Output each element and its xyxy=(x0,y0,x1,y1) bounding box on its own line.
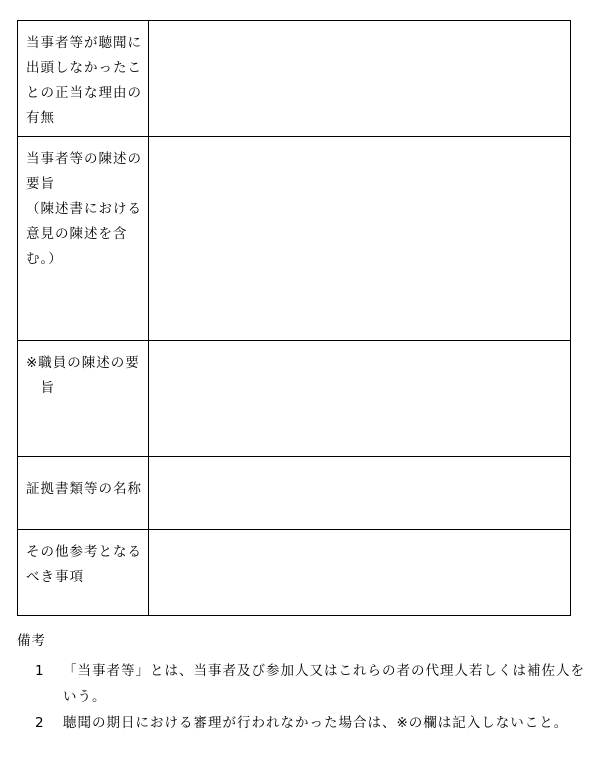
label-cell xyxy=(18,457,149,530)
value-cell-staff-statement[interactable] xyxy=(149,341,571,457)
table-row xyxy=(18,21,571,137)
value-cell-other-references[interactable] xyxy=(149,530,571,616)
row-label-other-references: その他参考となる べき事項 xyxy=(26,544,142,585)
note-text: 聴聞の期日における審理が行われなかった場合は、※の欄は記入しないこと。 xyxy=(63,715,569,731)
note-number: 1 xyxy=(35,663,45,679)
value-cell-party-statement[interactable] xyxy=(149,137,571,341)
hearing-record-table xyxy=(17,20,571,616)
row-label-party-statement: 当事者等の陳述の 要旨 （陳述書における 意見の陳述を含 む。） xyxy=(26,151,142,267)
table-row xyxy=(18,341,571,457)
label-cell xyxy=(18,530,149,616)
value-cell-justifiable-reason[interactable] xyxy=(149,21,571,137)
table-row xyxy=(18,137,571,341)
row-label-staff-statement: ※職員の陳述の要 旨 xyxy=(26,355,140,396)
table-row xyxy=(18,530,571,616)
note-item xyxy=(17,710,587,736)
label-cell xyxy=(18,21,149,137)
notes-section xyxy=(17,628,587,736)
table-row xyxy=(18,457,571,530)
notes-title: 備考 xyxy=(17,633,46,649)
label-cell xyxy=(18,137,149,341)
label-cell xyxy=(18,341,149,457)
row-label-evidence-names: 証拠書類等の名称 xyxy=(26,481,142,497)
note-item xyxy=(17,658,587,710)
note-text: 「当事者等」とは、当事者及び参加人又はこれらの者の代理人若しくは補佐人をいう。 xyxy=(63,663,585,705)
value-cell-evidence-names[interactable] xyxy=(149,457,571,530)
row-label-justifiable-reason: 当事者等が聴聞に 出頭しなかったこ との正当な理由の 有無 xyxy=(26,35,142,126)
note-number: 2 xyxy=(35,715,45,731)
